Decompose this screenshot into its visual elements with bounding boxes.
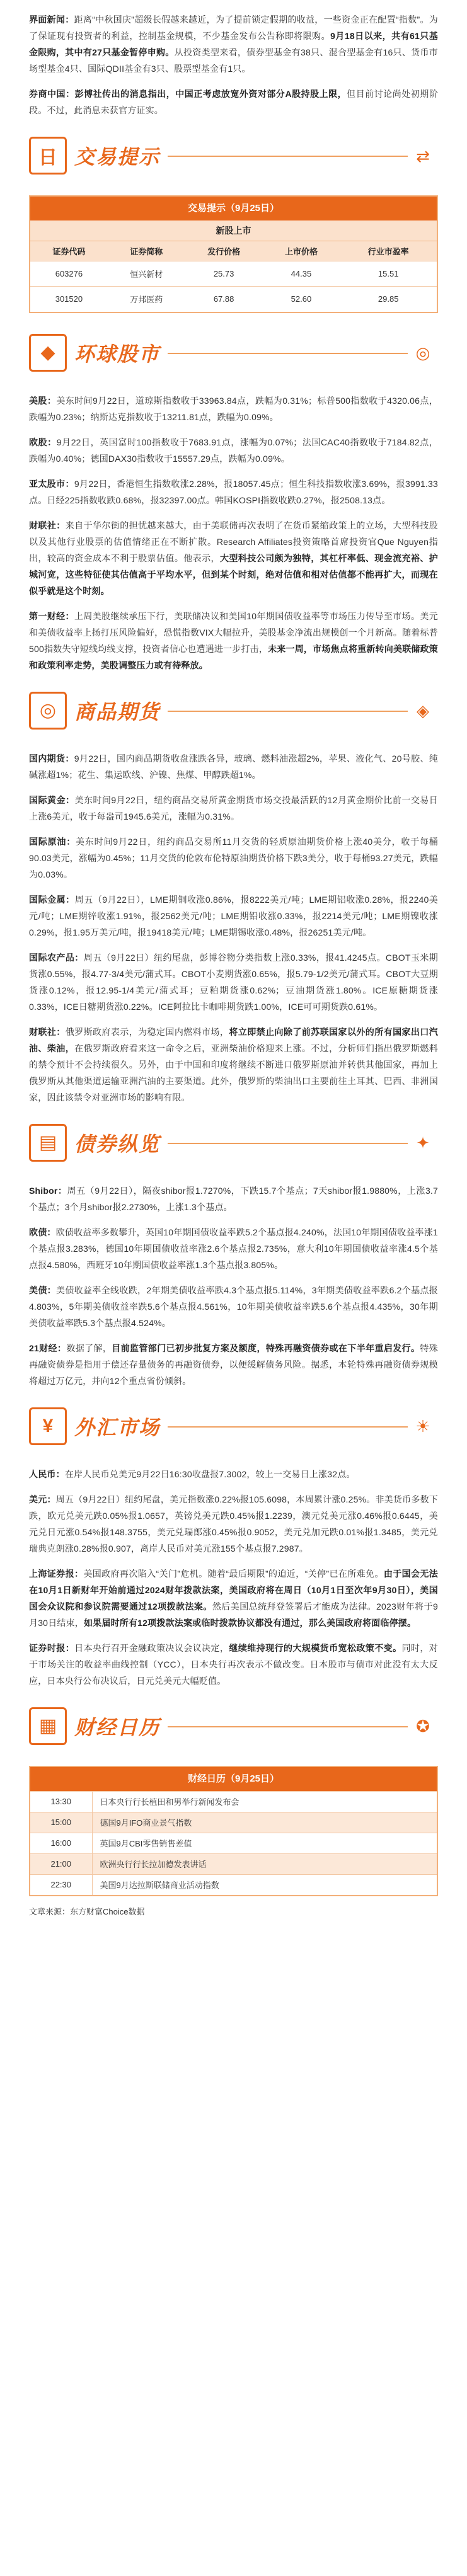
building-icon: ◆ <box>29 334 67 372</box>
global-paragraph: 美股：美东时间9月22日，道琼斯指数收于33963.84点，跌幅为0.31%；标普500指数收于4320.06点，跌幅为0.23%；纳斯达克指数收于13211.81点，跌幅为0.09%。 <box>29 395 438 422</box>
section-title: 环球股市 <box>67 338 168 367</box>
section-title: 交易提示 <box>67 141 168 170</box>
section-title: 商品期货 <box>67 696 168 725</box>
star-icon: ✪ <box>408 1713 438 1741</box>
table-row: 603276 恒兴新材 25.73 44.35 15.51 <box>30 261 437 287</box>
gold-icon: ◎ <box>29 692 67 730</box>
table-row: 22:30 美国9月达拉斯联储商业活动指数 <box>30 1874 437 1895</box>
section-banner-commodity <box>29 690 438 731</box>
fx-paragraph: 人民币：在岸人民币兑美元9月22日16:30收盘报7.3002，较上一交易日上涨32点。 <box>29 1468 355 1479</box>
table-row: 301520 万邦医药 67.88 52.60 29.85 <box>30 287 437 312</box>
global-paragraph: 亚太股市：9月22日，香港恒生指数收涨2.28%，报18057.45点；恒生科技指数收涨3.69%，报3991.33点。日经225指数收跌0.68%，报32397.00点。韩国KOSPI指数收跌0.27%，报2508.13点。 <box>29 478 438 505</box>
fx-paragraph: 上海证券报：美国政府再次陷入“关门”危机。随着“最后期限”的迫近，“关停”已在所难免。由于国会无法在10月1日新财年开始前通过2024财年拨款法案，美国政府将在周日（10月1日至次年9月30日），美国国会众议院和参议院需要通过12项拨款法案。然后美国总统拜登签署后才能成为法律。2023财年将于9月30日结束，如果届时所有12项拨款法案或临时拨款协议都没有通过，那么美国政府将面临停摆。 <box>29 1568 439 1628</box>
column-header: 上市价格 <box>263 241 340 261</box>
calendar-icon: 日 <box>29 137 67 175</box>
section-banner-trade <box>29 135 438 176</box>
source-note: 文章来源：东方财富Choice数据 <box>29 1907 145 1916</box>
column-header: 发行价格 <box>185 241 263 261</box>
bond-paragraph: 美债：美债收益率全线收跌，2年期美债收益率跌4.3个基点报5.114%，3年期美债收益率跌6.2个基点报4.803%，5年期美债收益率跌5.6个基点报4.561%，10年期美债收益率跌5.6个基点报4.435%，30年期美债收益率跌5.3个基点报4.524%。 <box>29 1285 438 1328</box>
column-header: 证券简称 <box>108 241 185 261</box>
bond-icon: ▤ <box>29 1124 67 1162</box>
calendar-grid-icon: ▦ <box>29 1707 67 1745</box>
sparkle-icon: ✦ <box>408 1130 438 1157</box>
table-title: 财经日历（9月25日） <box>30 1767 437 1791</box>
global-paragraph: 财联社：来自于华尔街的担忧越来越大，由于美联储再次表明了在货币紧缩政策上的立场，大型科技股以及其他行业股票的估值情绪正在不断扩散。Research Affiliates投资策略首席投资官Que Nguyen指出，较高的资金成本不利于股票估值。他表示，大型科技公司颇为独特，其杠杆率低、现金流充裕、护城河宽，这些特征使其估值高于平均水平，但到某个时刻，绝对估值和相对估值都不能再扩大，而现在似乎就是这个时刻。 <box>29 520 438 596</box>
table-row: 16:00 英国9月CBI零售销售差值 <box>30 1833 437 1853</box>
table-row: 15:00 德国9月IFO商业景气指数 <box>30 1812 437 1833</box>
source-label: 券商中国： <box>29 89 75 99</box>
intro-paragraph-2: 券商中国：彭博社传出的消息指出，中国正考虑放宽外资对部分A股持股上限，但目前讨论尚处初期阶段。不过，此消息未获官方证实。 <box>29 89 439 115</box>
globe-icon: ◎ <box>408 340 438 367</box>
coin-icon: ◈ <box>408 697 438 725</box>
section-title: 财经日历 <box>67 1712 168 1741</box>
global-paragraph: 欧股：9月22日，英国富时100指数收于7683.91点，涨幅为0.07%；法国CAC40指数收于7184.82点，跌幅为0.40%；德国DAX30指数收于15557.29点，跌幅为0.09%。 <box>29 437 438 464</box>
global-paragraph: 第一财经：上周美股继续承压下行，美联储决议和美国10年期国债收益率等市场压力传导至市场。美元和美债收益率上扬打压风险偏好，恐慌指数VIX大幅拉升，美股基金净流出规模创一个月新高。随着标普500指数失守短线均线支撑，投资者信心也遭遇进一步打击，未来一周，市场焦点将重新转向美联储政策和政策利率走势，美股调整压力或有待释放。 <box>29 610 438 670</box>
table-title: 交易提示（9月25日） <box>30 197 437 220</box>
commodity-paragraph: 国际农产品：周五（9月22日）纽约尾盘，彭博谷物分类指数上涨0.33%，报41.4245点。CBOT玉米期货涨0.55%，报4.77-3/4美元/蒲式耳。CBOT小麦期货涨0.65%，报5.79-1/2美元/蒲式耳。CBOT大豆期货涨0.12%，报12.95-1/4美元/蒲式耳；豆粕期货涨0.62%；豆油期货涨1.80%。ICE原糖期货涨0.33%，ICE日糖期货涨0.22%。ICE阿拉比卡咖啡期货跌1.00%，ICE可可期货跌0.61%。 <box>29 952 439 1012</box>
fx-paragraph: 美元：周五（9月22日）纽约尾盘，美元指数涨0.22%报105.6098，本周累计涨0.25%。非美货币多数下跌，欧元兑美元跌0.05%报1.0657，英镑兑美元跌0.45%报1.2239，澳元兑美元涨0.46%报0.6445，美元兑日元涨0.54%报148.3755，美元兑瑞郎涨0.45%报0.9052，美元兑加元跌0.01%报1.3485，美元兑瑞典克朗涨0.28%报0.907，离岸人民币对美元涨155个基点报7.2987。 <box>29 1494 438 1554</box>
bond-paragraph: Shibor：周五（9月22日），隔夜shibor报1.7270%，下跌15.7个基点；7天shibor报1.9880%，上涨3.7个基点；3个月shibor报2.2730%，上涨1.3个基点。 <box>29 1185 439 1212</box>
table-row: 13:30 日本央行行长植田和男举行新闻发布会 <box>30 1791 437 1812</box>
commodity-paragraph: 国内期货：9月22日，国内商品期货收盘涨跌各异，玻璃、燃料油涨超2%，苹果、液化气、20号胶、纯碱涨超1%；花生、集运欧线、沪镍、焦煤、甲醇跌超1%。 <box>29 753 439 780</box>
source-label: 界面新闻： <box>29 14 74 25</box>
bond-paragraph: 21财经：数据了解，目前监管部门已初步批复方案及额度，特殊再融资债券或在下半年重启发行。特殊再融资债券是指用于偿还存量债务的再融资债券，以便缓解债务风险。据悉，本轮特殊再融资债券规模将超过万亿元，并向12个重点省份倾斜。 <box>29 1342 438 1386</box>
fx-paragraph: 证券时报：日本央行召开金融政策决议会议决定，继续维持现行的大规模货币宽松政策不变。同时，对于市场关注的收益率曲线控制（YCC），日本央行再次表示不做改变。日本股市与债市对此没有太大反应，日本央行公布决议后，日元兑美元大幅贬值。 <box>29 1642 438 1686</box>
section-title: 债券纵览 <box>67 1128 168 1157</box>
section-banner-bond <box>29 1122 438 1164</box>
commodity-paragraph: 国际金属：周五（9月22日），LME期铜收涨0.86%，报8222美元/吨；LME期铝收涨0.28%，报2240美元/吨；LME期锌收涨1.91%，报2562美元/吨；LME期铅收涨0.33%，报2214美元/吨；LME期镍收涨0.29%，报1.95万美元/吨，报19418美元/吨；LME期锡收涨0.48%，报26251美元/吨。 <box>29 894 439 937</box>
section-title: 外汇市场 <box>67 1412 168 1441</box>
column-header: 证券代码 <box>30 241 108 261</box>
bond-paragraph: 欧债：欧债收益率多数攀升，英国10年期国债收益率跌5.2个基点报4.240%，法国10年期国债收益率涨1个基点报3.283%，德国10年期国债收益率涨2.6个基点报2.735%，意大利10年期国债收益率涨4.5个基点报4.580%，西班牙10年期国债收益率涨1.3个基点报3.805%。 <box>29 1227 438 1270</box>
table-subtitle: 新股上市 <box>30 220 437 241</box>
table-header-row <box>30 241 437 261</box>
table-row: 21:00 欧洲央行行长拉加德发表讲话 <box>30 1853 437 1874</box>
intro-paragraph-1: 界面新闻：距离“中秋国庆”超级长假越来越近，为了提前锁定假期的收益，一些资金正在配置“指数”。为了保证现有投资者的利益，控制基金规模，不少基金发布公告称即将限购。9月18日以来，共有61只基金限购，其中有27只基金暂停申购。从投资类型来看，债券型基金有38只、混合型基金有16只、货币市场型基金4只、国际QDII基金有3只、股票型基金有1只。 <box>29 14 439 74</box>
calendar-table <box>29 1766 438 1897</box>
section-banner-calendar <box>29 1705 438 1747</box>
yuan-icon: ¥ <box>29 1407 67 1445</box>
commodity-paragraph: 国际原油：美东时间9月22日，纽约商品交易所11月交货的轻质原油期货价格上涨40美分，收于每桶90.03美元，涨幅为0.45%；11月交货的伦敦布伦特原油期货价格下跌3美分，收于每桶93.27美元，跌幅为0.03%。 <box>29 836 438 879</box>
ipo-table <box>29 195 438 313</box>
sun-icon: ☀ <box>408 1413 438 1441</box>
section-banner-fx <box>29 1405 438 1447</box>
commodity-paragraph: 财联社：俄罗斯政府表示，为稳定国内燃料市场，将立即禁止向除了前苏联国家以外的所有国家出口汽油、柴油，在俄罗斯政府看来这一命令之后，亚洲柴油价格迎来上涨。不过，分析师们指出俄罗斯燃料的禁令预计不会持续很久。另外，由于中国和印度将继续不断进口俄罗斯原油并转供其他国家，再加上俄罗斯从其他渠道运输亚洲汽油的主要渠道。此外，俄罗斯的柴油出口主要前往土耳其、巴西、非洲国家，因此该禁令对亚洲市场的影响有限。 <box>29 1026 439 1102</box>
column-header: 行业市盈率 <box>340 241 437 261</box>
exchange-icon: ⇄ <box>408 142 438 170</box>
section-banner-global <box>29 332 438 374</box>
commodity-paragraph: 国际黄金：美东时间9月22日，纽约商品交易所黄金期货市场交投最活跃的12月黄金期价比前一交易日上涨6美元，收于每盎司1945.6美元，涨幅为0.31%。 <box>29 794 438 821</box>
